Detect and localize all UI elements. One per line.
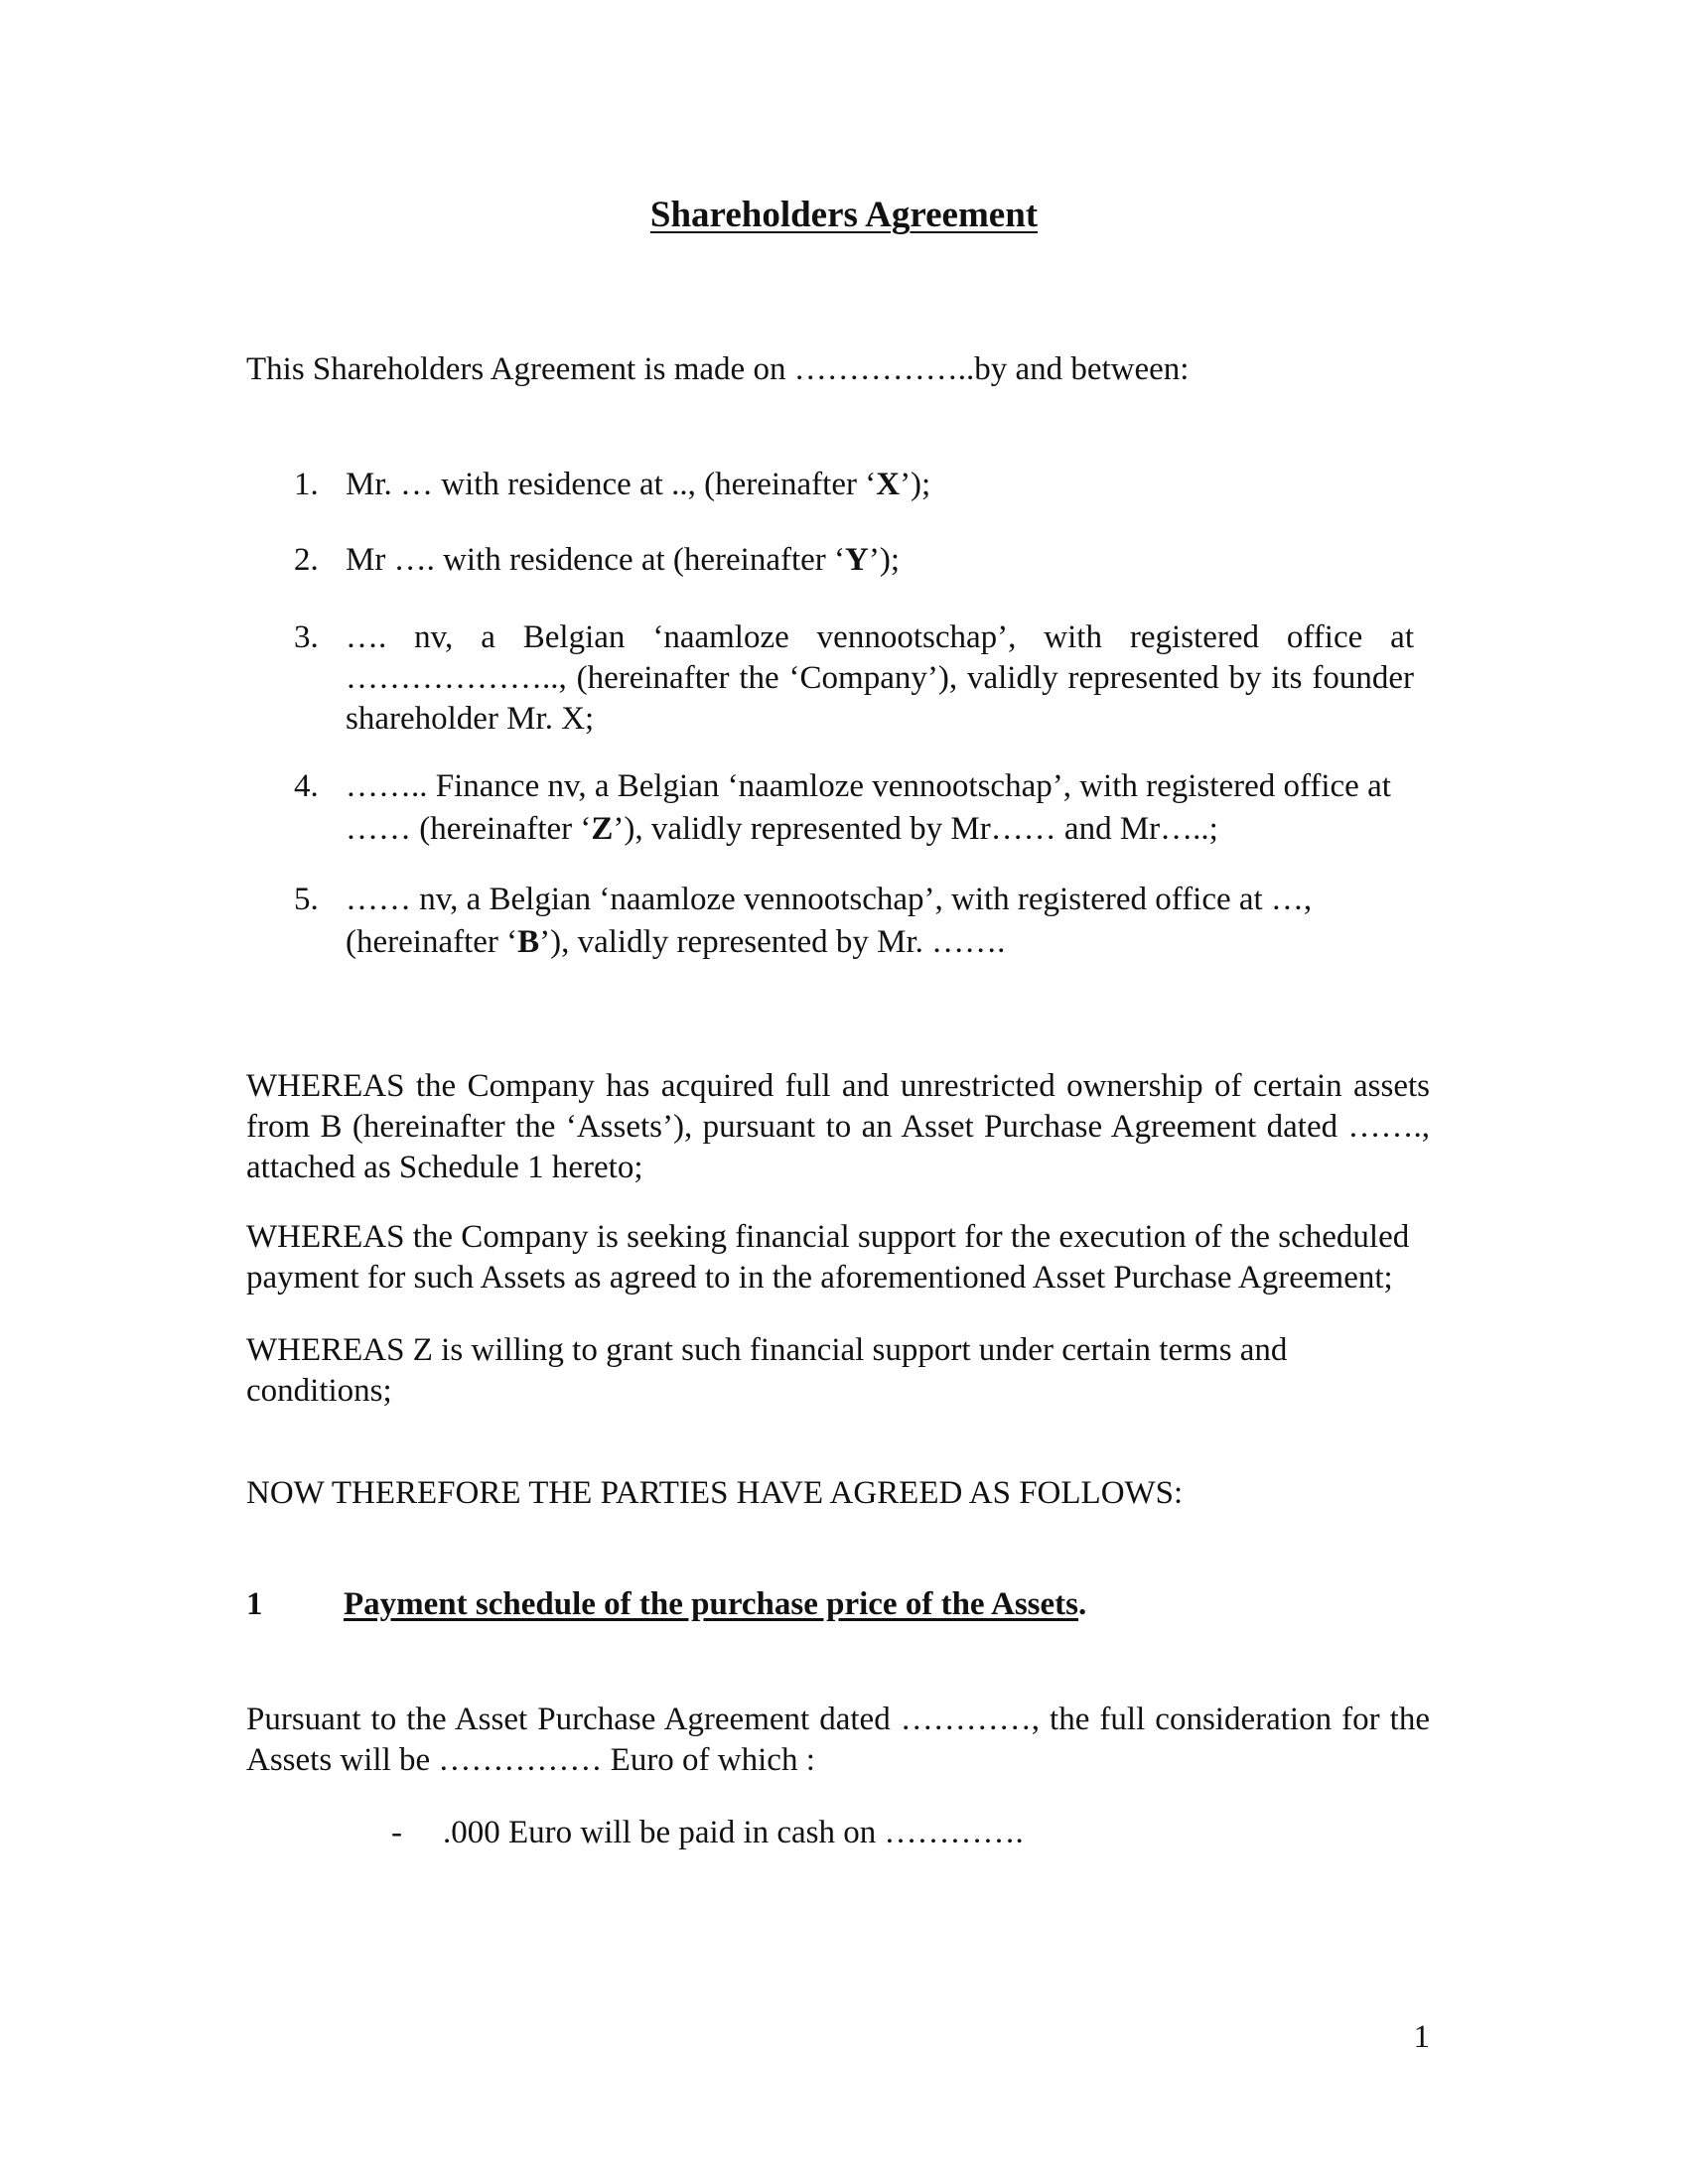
paragraph-line: from B (hereinafter the ‘Assets’), pursuant to an Asset Purchase Agreement dated …….,: [246, 1109, 1430, 1145]
paragraph-line: attached as Schedule 1 hereto;: [246, 1150, 643, 1185]
party-item: [294, 766, 1414, 850]
page-number: 1: [1413, 2019, 1430, 2055]
defined-term: B: [517, 924, 540, 960]
whereas-clause: [246, 1066, 1430, 1188]
defined-term: Y: [845, 542, 869, 578]
paragraph-line: WHEREAS the Company has acquired full and unrestricted ownership of certain assets: [246, 1068, 1430, 1104]
party-item: [294, 617, 1414, 740]
defined-term: Z: [591, 811, 614, 847]
party-line: …… nv, a Belgian ‘naamloze vennootschap’, with registered office at …,: [346, 882, 1313, 917]
party-item: [294, 880, 1414, 963]
party-number: 1.: [294, 467, 319, 502]
party-number: 4.: [294, 768, 319, 804]
bullet-marker: -: [391, 1815, 402, 1850]
party-text: [346, 880, 1414, 963]
now-therefore-statement: NOW THEREFORE THE PARTIES HAVE AGREED AS FOLLOWS:: [246, 1475, 1184, 1511]
paragraph-line: Pursuant to the Asset Purchase Agreement dated …………, the full consideration for the: [246, 1702, 1430, 1737]
section-title: Payment schedule of the purchase price of the Assets: [344, 1586, 1078, 1622]
bullet-text: .000 Euro will be paid in cash on ………….: [443, 1815, 1024, 1850]
party-text: [346, 766, 1414, 850]
document-title: Shareholders Agreement: [649, 195, 1039, 235]
party-line: shareholder Mr. X;: [346, 701, 595, 737]
party-number: 5.: [294, 882, 319, 917]
party-line: ……………….., (hereinafter the ‘Company’), validly represented by its founder: [346, 660, 1414, 696]
party-number: 2.: [294, 542, 319, 578]
paragraph-line: Assets will be …………… Euro of which :: [246, 1742, 815, 1778]
party-text: Mr …. with residence at (hereinafter ‘Y’);: [346, 542, 901, 578]
party-line: …….. Finance nv, a Belgian ‘naamloze vennootschap’, with registered office at: [346, 768, 1391, 804]
intro-paragraph: This Shareholders Agreement is made on ……………..by and between:: [246, 351, 1190, 387]
party-text: Mr. … with residence at .., (hereinafter ‘X’);: [346, 467, 931, 502]
paragraph-line: WHEREAS Z is willing to grant such financial support under certain terms and: [246, 1332, 1288, 1368]
party-text: [346, 617, 1414, 740]
defined-term: X: [876, 467, 901, 502]
party-line: …. nv, a Belgian ‘naamloze vennootschap’, with registered office at: [346, 619, 1414, 655]
whereas-clause: [246, 1217, 1430, 1298]
paragraph-line: WHEREAS the Company is seeking financial support for the execution of the scheduled: [246, 1219, 1410, 1255]
party-item: [294, 540, 1414, 581]
section-title-period: .: [1078, 1586, 1087, 1622]
pursuant-paragraph: [246, 1700, 1430, 1781]
whereas-clause: [246, 1330, 1430, 1412]
party-item: [294, 465, 1414, 505]
paragraph-line: payment for such Assets as agreed to in the aforementioned Asset Purchase Agreement;: [246, 1260, 1393, 1296]
party-number: 3.: [294, 619, 319, 655]
party-line: …… (hereinafter ‘Z’), validly represented by Mr…… and Mr…..;: [346, 811, 1218, 847]
party-line: (hereinafter ‘B’), validly represented by Mr. …….: [346, 924, 1006, 960]
paragraph-line: conditions;: [246, 1373, 392, 1409]
section-number: 1: [246, 1586, 263, 1622]
